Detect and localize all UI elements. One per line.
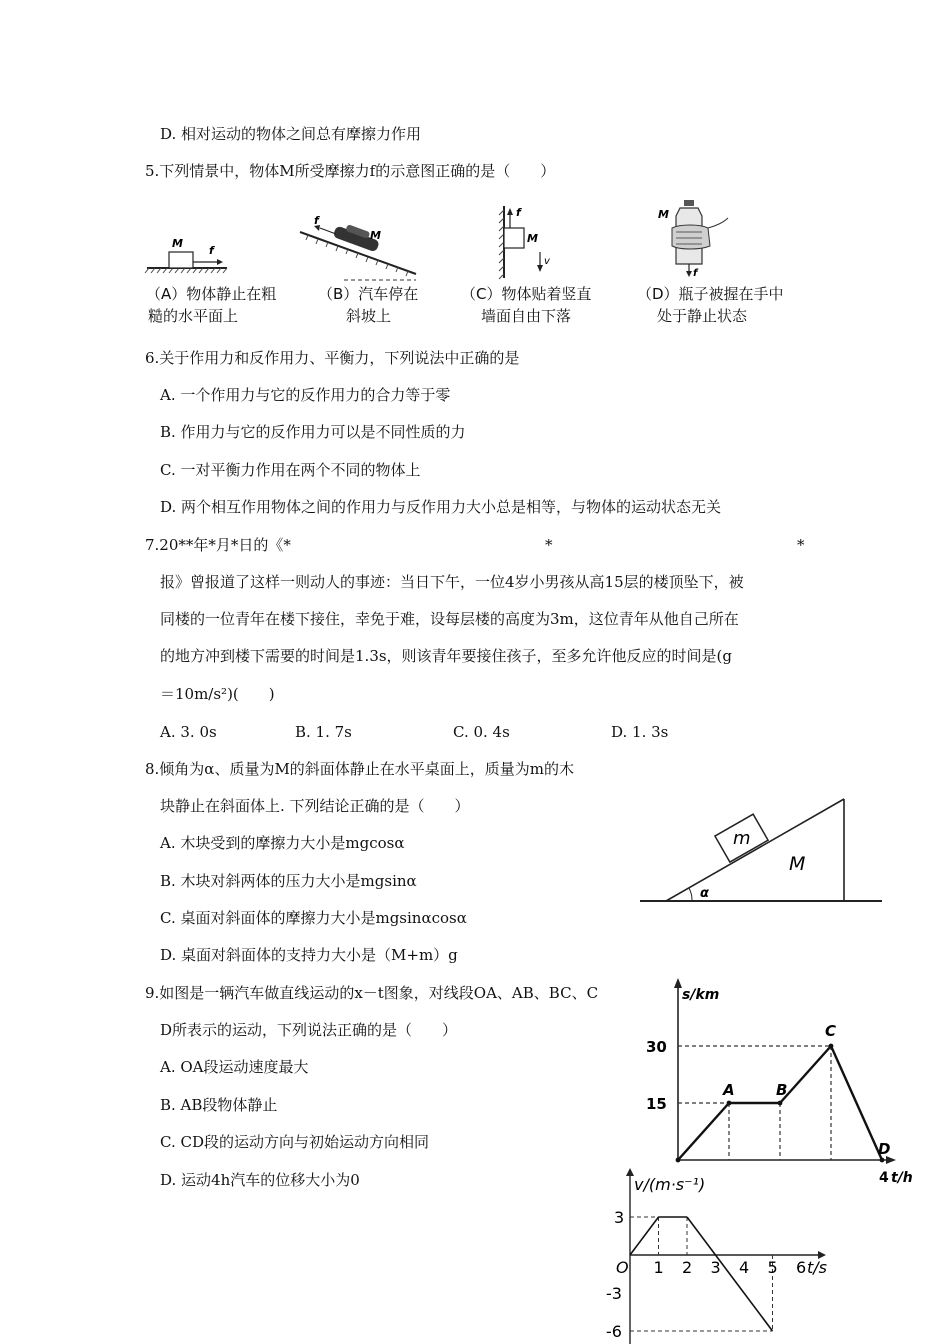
vt-xtick-4: 4	[739, 1258, 750, 1277]
q5-caption-a	[146, 283, 276, 327]
q5-caption-d-line2: 处于静止状态	[657, 307, 748, 325]
q7-line1-start: 7.20**年*月*日的《*	[145, 536, 291, 554]
vt-ytick-neg6: -6	[606, 1322, 622, 1341]
fig-c-label-m: M	[527, 232, 538, 245]
fig-d-label-m: M	[658, 208, 669, 221]
vt-xtick-5: 5	[767, 1258, 778, 1277]
vt-xtick-2: 2	[682, 1258, 693, 1277]
q5-caption-c-line1: （C）物体贴着竖直	[461, 285, 592, 303]
q5-caption-d-line1: （D）瓶子被握在手中	[637, 285, 784, 303]
st-point-label-C: C	[825, 1022, 837, 1040]
fig-b-label-f: f	[314, 214, 319, 227]
st-point-A	[727, 1101, 732, 1106]
st-segment-CD	[831, 1046, 882, 1160]
q5-figure-b	[298, 212, 428, 282]
st-segment-OA	[678, 1103, 729, 1160]
q8-option-c: C. 桌面对斜面体的摩擦力大小是mgsinαcosα	[160, 909, 467, 927]
q5-caption-c	[461, 283, 591, 327]
q7-option-b: B. 1. 7s	[295, 723, 352, 741]
q6-stem: 6.关于作用力和反作用力、平衡力，下列说法中正确的是	[145, 349, 520, 367]
q7-line5: ＝10m/s²)( )	[160, 685, 275, 703]
st-point-D	[880, 1158, 885, 1163]
q6-option-a: A. 一个作用力与它的反作用力的合力等于零	[160, 386, 451, 404]
q7-line1-star: *	[545, 536, 553, 554]
q8-option-b: B. 木块对斜两体的压力大小是mgsinα	[160, 872, 417, 890]
q8-line2: 块静止在斜面体上. 下列结论正确的是（ ）	[160, 797, 470, 815]
q4-option-d: D. 相对运动的物体之间总有摩擦力作用	[160, 125, 422, 143]
vt-ylabel: v/(m·s⁻¹)	[634, 1175, 706, 1194]
st-ylabel: s/km	[682, 987, 720, 1003]
q6-option-b: B. 作用力与它的反作用力可以是不同性质的力	[160, 423, 466, 441]
vt-segment-0	[630, 1217, 659, 1255]
q8-label-m: m	[733, 828, 751, 849]
q7-line1-star-end: *	[797, 536, 805, 554]
q7-line2: 报》曾报道了这样一则动人的事迹：当日下午，一位4岁小男孩从高15层的楼顶坠下，被	[160, 573, 744, 591]
vt-ytick-3: 3	[614, 1208, 625, 1227]
q5-caption-b	[318, 283, 418, 327]
q5-caption-d	[637, 283, 784, 327]
st-point-label-B: B	[776, 1081, 788, 1099]
q5-figure-c	[496, 204, 566, 282]
st-xlabel: t/h	[891, 1170, 913, 1186]
st-point-label-A: A	[723, 1081, 735, 1099]
vt-segment-2	[687, 1217, 716, 1255]
vt-ytick-neg3: -3	[606, 1284, 622, 1303]
st-segment-BC	[780, 1046, 831, 1103]
fig-c-label-f: f	[516, 206, 521, 219]
st-ytick-15: 15	[646, 1095, 667, 1113]
q6-option-d: D. 两个相互作用物体之间的作用力与反作用力大小总是相等，与物体的运动状态无关	[160, 498, 722, 516]
st-point-label-D: D	[878, 1140, 891, 1158]
q8-option-d: D. 桌面对斜面体的支持力大小是（M+m）g	[160, 946, 458, 964]
st-xtick-4: 4	[879, 1170, 889, 1186]
st-point-O	[676, 1158, 681, 1163]
q8-label-big-m: M	[789, 853, 806, 875]
q7-option-d: D. 1. 3s	[611, 723, 669, 741]
fig-b-label-m: M	[370, 229, 381, 242]
q9-vt-chart	[600, 1168, 840, 1344]
vt-origin: O	[616, 1258, 629, 1277]
q8-option-a: A. 木块受到的摩擦力大小是mgcosα	[160, 834, 405, 852]
q9-option-c: C. CD段的运动方向与初始运动方向相同	[160, 1133, 429, 1151]
q7-option-c: C. 0. 4s	[453, 723, 510, 741]
q5-caption-a-line1: （A）物体静止在粗	[146, 285, 277, 303]
q7-option-a: A. 3. 0s	[160, 723, 217, 741]
q9-line1: 9.如图是一辆汽车做直线运动的x－t图象，对线段OA、AB、BC、C	[145, 984, 599, 1002]
q5-caption-c-line2: 墙面自由下落	[481, 307, 572, 325]
q9-option-d: D. 运动4h汽车的位移大小为0	[160, 1171, 360, 1189]
vt-xlabel: t/s	[807, 1258, 827, 1277]
vt-xtick-6: 6	[796, 1258, 807, 1277]
q5-caption-b-line1: （B）汽车停在	[318, 285, 419, 303]
vt-xtick-1: 1	[653, 1258, 664, 1277]
st-ytick-30: 30	[646, 1038, 667, 1056]
vt-xtick-3: 3	[710, 1258, 721, 1277]
q9-option-a: A. OA段运动速度最大	[160, 1058, 309, 1076]
fig-a-label-m: M	[172, 237, 183, 250]
q8-label-alpha: α	[700, 886, 709, 901]
st-point-B	[778, 1101, 783, 1106]
q5-figure-d	[650, 198, 730, 280]
fig-a-label-f: f	[209, 244, 214, 257]
q9-st-chart	[630, 976, 920, 1196]
q5-caption-a-line2: 糙的水平面上	[148, 307, 239, 325]
q9-option-b: B. AB段物体静止	[160, 1096, 278, 1114]
q7-line4: 的地方冲到楼下需要的时间是1.3s，则该青年要接住孩子，至多允许他反应的时间是(g	[160, 647, 733, 665]
q8-incline-figure	[636, 792, 886, 910]
q7-line3: 同楼的一位青年在楼下接住，幸免于难，设每层楼的高度为3m，这位青年从他自己所在	[160, 610, 739, 628]
q8-line1: 8.倾角为α、质量为M的斜面体静止在水平桌面上，质量为m的木	[145, 760, 575, 778]
q9-line2: D所表示的运动，下列说法正确的是（ ）	[160, 1021, 458, 1039]
st-point-C	[829, 1044, 834, 1049]
fig-c-label-v: v	[544, 256, 550, 267]
q5-figure-a	[145, 232, 255, 277]
q6-option-c: C. 一对平衡力作用在两个不同的物体上	[160, 461, 421, 479]
q5-caption-b-line2: 斜坡上	[346, 307, 392, 325]
fig-d-label-f: f	[693, 268, 698, 279]
q5-stem: 5.下列情景中，物体M所受摩擦力f的示意图正确的是（ ）	[145, 162, 556, 180]
